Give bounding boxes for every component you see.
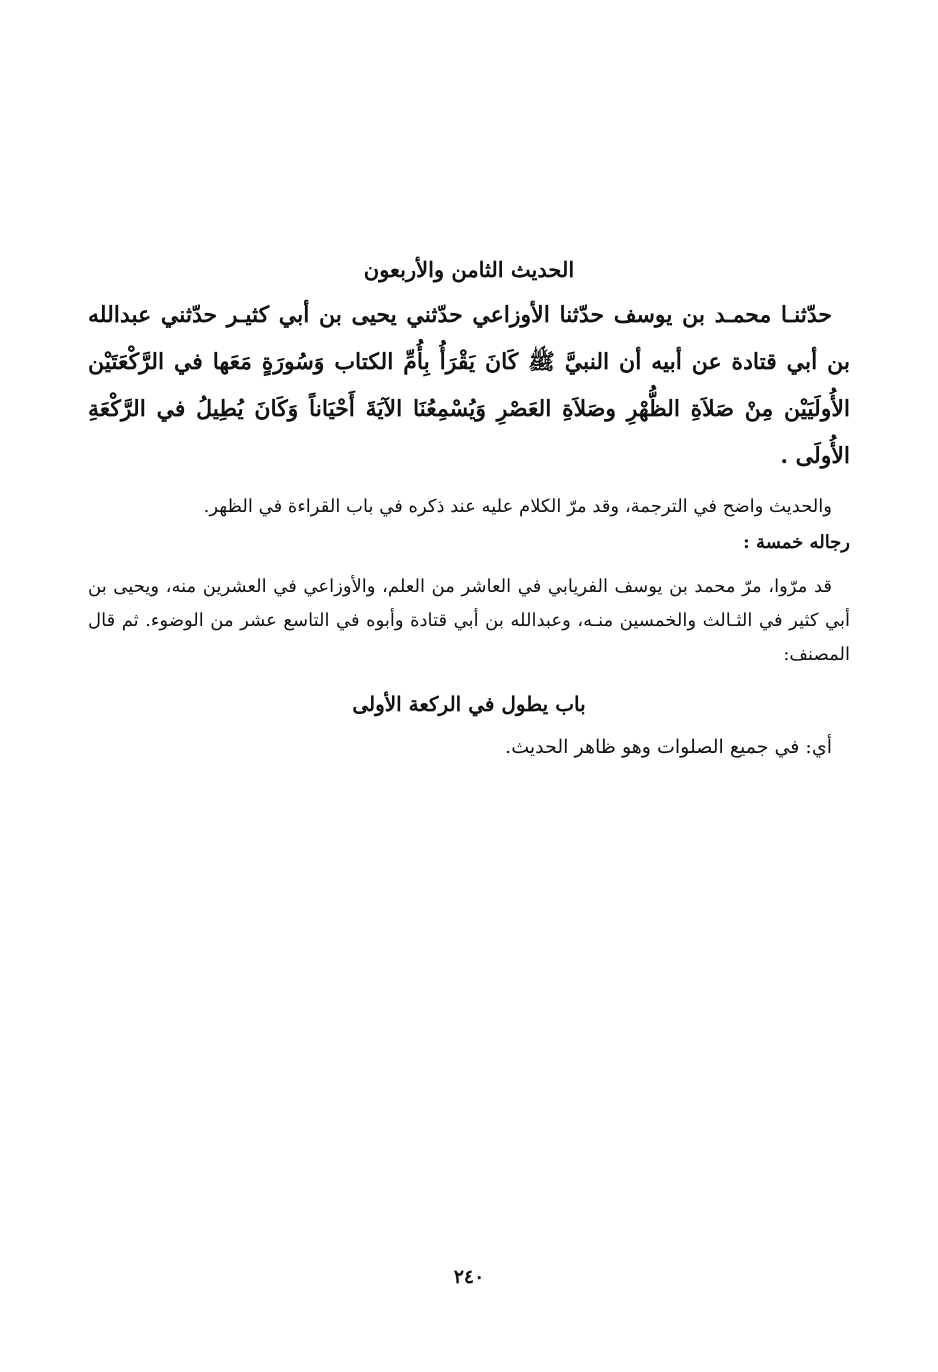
page-number: ٢٤٠ bbox=[453, 1266, 485, 1288]
narrators-label: رجاله خمسة : bbox=[743, 532, 850, 553]
hadith-text: حدّثنـا محمـد بن يوسف حدّثنا الأوزاعي حدّثني يحيى بن أبي كثيـر حدّثني عبدالله بن أبي قتادة عن أبيه أن النبيَّ ﷺ كَانَ يَقْرَأُ بِأُمِّ الكتاب وَسُورَةٍ مَعَها في الرَّكْعَتَيْن الأُولَيَيْن مِنْ صَلاَةِ الظُّهْرِ وصَلاَةِ العَصْرِ وَيُسْمِعُنَا الآيَةَ أَحْيَاناً وَكَانَ يُطِيلُ في الرَّكْعَةِ الأُولَى . bbox=[88, 302, 850, 469]
narrators-paragraph: قد مرّوا، مرّ محمد بن يوسف الفريابي في العاشر من العلم، والأوزاعي في العشرين منه، ويحيى بن أبي كثير في الثـالث والخمسين منـه، وعبدالله بن أبي قتادة وأبوه في التاسع عشر من الوضوء. ثم قال المصنف: bbox=[88, 576, 850, 665]
section-title: الحديث الثامن والأربعون bbox=[363, 257, 575, 282]
chapter-gloss: أي: في جميع الصلوات وهو ظاهر الحديث. bbox=[505, 736, 832, 758]
page-content bbox=[88, 252, 850, 764]
chapter-title: باب يطول في الركعة الأولى bbox=[352, 692, 586, 716]
commentary-paragraph: والحديث واضح في الترجمة، وقد مرّ الكلام عليه عند ذكره في باب القراءة في الظهر. bbox=[203, 496, 832, 517]
